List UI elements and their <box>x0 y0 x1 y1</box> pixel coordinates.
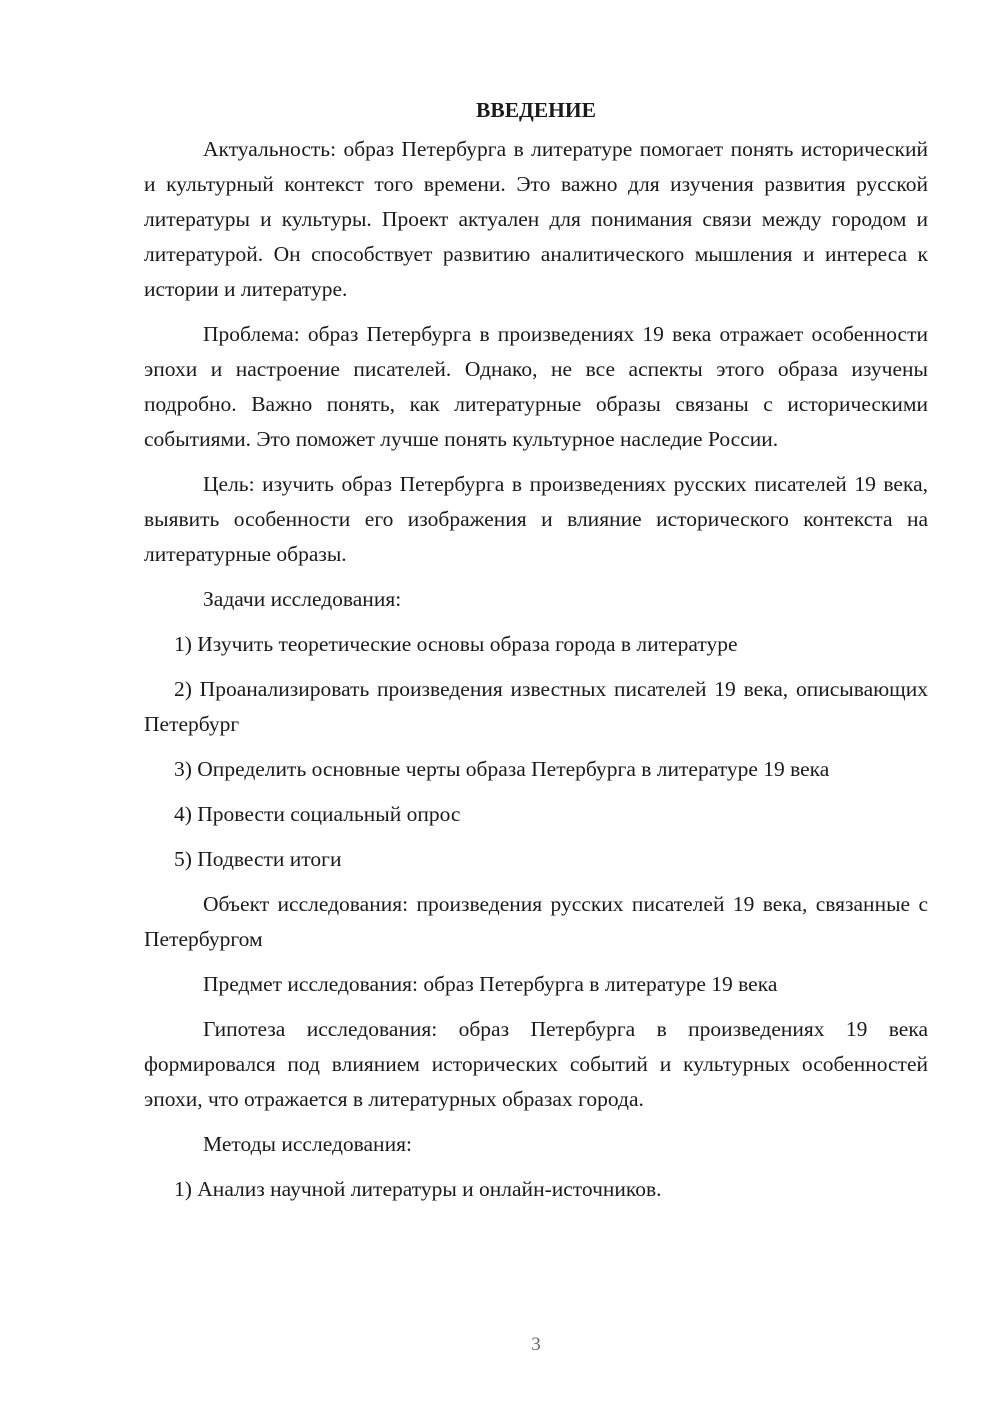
method-item: 1) Анализ научной литературы и онлайн-источников. <box>174 1177 662 1201</box>
task-item: 2) Проанализировать произведения известных писателей 19 века, описывающих Петербург <box>144 677 928 736</box>
task-item: 5) Подвести итоги <box>174 847 342 871</box>
paragraph-subject: Предмет исследования: образ Петербурга в литературе 19 века <box>203 972 778 996</box>
tasks-heading: Задачи исследования: <box>203 587 402 611</box>
page-title: ВВЕДЕНИЕ <box>476 98 596 122</box>
paragraph-hypothesis: Гипотеза исследования: образ Петербурга в произведениях 19 века формировался под влиянием исторических событий и культурных особенностей эпохи, что отражается в литературных образах города. <box>144 1017 928 1111</box>
document-page <box>144 92 928 1217</box>
paragraph-problem: Проблема: образ Петербурга в произведениях 19 века отражает особенности эпохи и настроение писателей. Однако, не все аспекты этого образа изучены подробно. Важно понять, как литературные образы связаны с историческими событиями. Это поможет лучше понять культурное наследие России. <box>144 322 928 451</box>
paragraph-object: Объект исследования: произведения русских писателей 19 века, связанные с Петербургом <box>144 892 928 951</box>
methods-heading: Методы исследования: <box>203 1132 412 1156</box>
page-number: 3 <box>531 1334 541 1355</box>
task-item: 4) Провести социальный опрос <box>174 802 461 826</box>
paragraph-goal: Цель: изучить образ Петербурга в произведениях русских писателей 19 века, выявить особенности его изображения и влияние исторического контекста на литературные образы. <box>144 472 928 566</box>
task-item: 1) Изучить теоретические основы образа города в литературе <box>174 632 738 656</box>
task-item: 3) Определить основные черты образа Петербурга в литературе 19 века <box>174 757 830 781</box>
paragraph-relevance: Актуальность: образ Петербурга в литературе помогает понять исторический и культурный контекст того времени. Это важно для изучения развития русской литературы и культуры. Проект актуален для понимания связи между городом и литературой. Он способствует развитию аналитического мышления и интереса к истории и литературе. <box>144 137 928 301</box>
